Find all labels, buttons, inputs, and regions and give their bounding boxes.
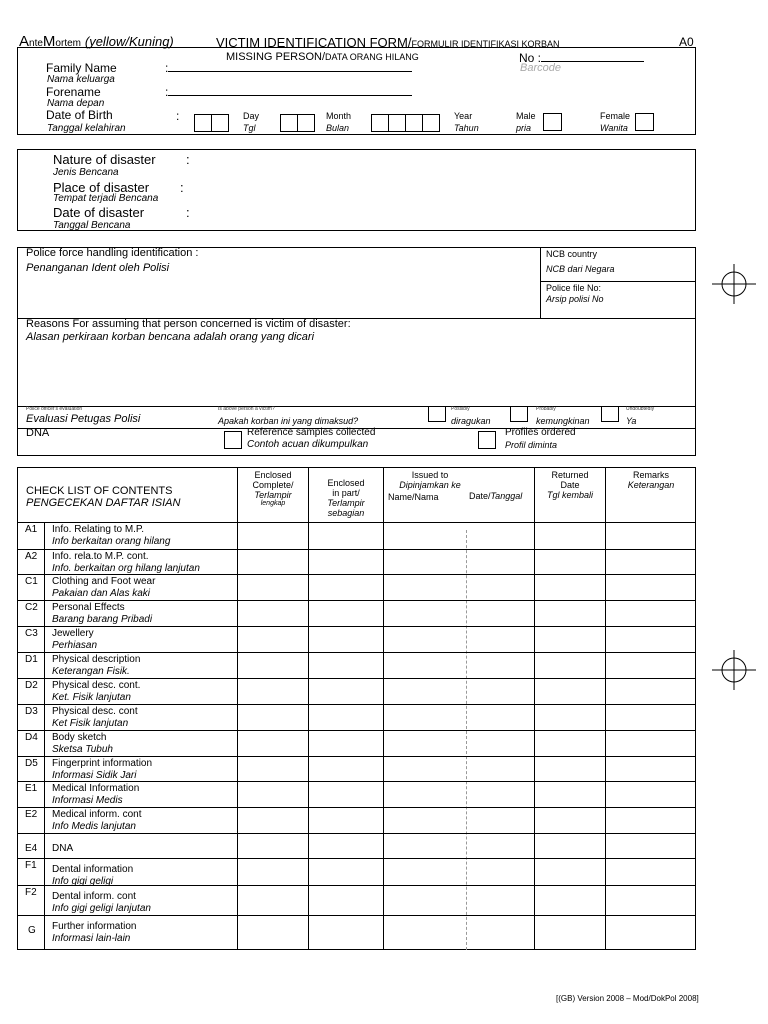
issued-date-cell[interactable] [466,549,534,574]
row-label-id: Informasi Sidik Jari [52,770,137,781]
female-checkbox[interactable] [635,113,654,131]
returned-date-cell[interactable] [534,600,605,626]
row-label-id: Informasi lain-lain [52,933,131,944]
dob-year-digit-4[interactable] [422,114,440,132]
remarks-cell[interactable] [605,833,696,858]
row-label-id: Ket. Fisik lanjutan [52,692,131,703]
issued-name-cell[interactable] [383,807,466,833]
probably-label: Probably [536,406,556,412]
row-label: Clothing and Foot wear [52,576,156,587]
enclosed-part-cell[interactable] [308,858,383,885]
possibly-label: Possibly [451,406,470,412]
row-label-id: Perhiasan [52,640,98,651]
enclosed-part-cell[interactable] [308,704,383,730]
dna-label: DNA [26,427,50,439]
version-footer: [(GB) Version 2008 – Mod/DokPol 2008] [556,994,699,1003]
issued-date-cell[interactable] [466,833,534,858]
row-label: Info. rela.to M.P. cont. [52,551,149,562]
barcode-label: Barcode [520,62,561,74]
registration-mark-icon [712,262,756,306]
row-label: Medical inform. cont [52,809,142,820]
form-subtitle: MISSING PERSON/DATA ORANG HILANG [226,51,419,63]
row-label: Further information [52,921,137,932]
possibly-label-id: diragukan [451,416,491,426]
place-colon: : [180,180,184,195]
row-label: Dental inform. cont [52,891,136,902]
police-handling-label: Police force handling identification : [26,247,199,259]
returned-date-cell[interactable] [534,574,605,600]
row-label-id: Keterangan Fisik. [52,666,130,677]
enclosed-part-cell[interactable] [308,522,383,549]
victim-question: Is above person a victim? [218,406,275,412]
enclosed-complete-cell[interactable] [237,704,308,730]
remarks-cell[interactable] [605,781,696,807]
issued-date-cell[interactable] [466,730,534,756]
row-code: D5 [25,758,38,769]
family-name-colon: : [165,61,412,75]
form-type-title: AnteMortem (yellow/Kuning) [19,33,174,50]
table-row [17,833,696,858]
remarks-cell[interactable] [605,730,696,756]
returned-date-cell[interactable] [534,915,605,950]
profiles-ordered-checkbox[interactable] [478,431,496,449]
row-label: Dental information [52,864,134,875]
table-row [17,915,696,950]
issued-date-cell[interactable] [466,781,534,807]
issued-name-cell[interactable] [383,781,466,807]
table-row [17,730,696,756]
table-row [17,858,696,885]
female-label-id: Wanita [600,123,628,133]
dob-year-digit-1[interactable] [371,114,389,132]
col-returned-header: Returned Date Tgl kembali [546,470,593,500]
remarks-cell[interactable] [605,574,696,600]
nature-of-disaster-label: Nature of disaster [53,152,156,167]
profiles-ordered-label-id: Profil diminta [505,440,558,450]
enclosed-complete-cell[interactable] [237,678,308,704]
year-label-id: Tahun [454,123,479,133]
profiles-ordered-label: Profiles ordered [505,427,576,438]
day-label-id: Tgl [243,123,256,133]
row-code: F1 [25,860,37,871]
remarks-cell[interactable] [605,652,696,678]
dob-day-digit-1[interactable] [194,114,212,132]
police-handling-label-id: Penanganan Ident oleh Polisi [26,262,170,274]
number-label: No : [519,51,644,65]
female-label: Female [600,111,631,121]
remarks-cell[interactable] [605,626,696,652]
returned-date-cell[interactable] [534,807,605,833]
remarks-cell[interactable] [605,885,696,915]
row-code: C2 [25,602,38,613]
table-row [17,574,696,600]
returned-date-cell[interactable] [534,730,605,756]
family-name-label: Family Name [46,61,117,75]
reasons-label: Reasons For assuming that person concerned is victim of disaster: [26,318,351,330]
row-code: D1 [25,654,38,665]
month-label: Month [326,111,352,121]
nature-of-disaster-label-id: Jenis Bencana [53,167,119,178]
col-enclosed-complete-header: Enclosed Complete/ Terlampir lengkap [252,470,294,507]
remarks-cell[interactable] [605,858,696,885]
returned-date-cell[interactable] [534,885,605,915]
place-of-disaster-label: Place of disaster [53,180,150,195]
issued-name-cell[interactable] [383,574,466,600]
issued-name-cell[interactable] [383,704,466,730]
place-of-disaster-label-id: Tempat terjadi Bencana [53,193,159,204]
probably-label-id: kemungkinan [536,416,590,426]
evaluation-label: Police officer's evaluation [26,406,83,412]
table-row [17,626,696,652]
male-checkbox[interactable] [543,113,562,131]
victim-question-id: Apakah korban ini yang dimaksud? [218,416,359,426]
row-label-id: Info. berkaitan org hilang lanjutan [52,563,200,574]
table-row [17,807,696,833]
table-row [17,678,696,704]
returned-date-cell[interactable] [534,522,605,549]
row-code: C1 [25,576,38,587]
reference-samples-label-id: Contoh acuan dikumpulkan [247,439,369,450]
row-label-id: Info gigi geligi [52,876,114,887]
enclosed-complete-cell[interactable] [237,522,308,549]
enclosed-part-cell[interactable] [308,600,383,626]
forename-label-id: Nama depan [47,98,105,109]
returned-date-cell[interactable] [534,704,605,730]
date-of-disaster-label-id: Tanggal Bencana [53,220,131,231]
dob-label: Date of Birth [46,108,113,122]
returned-date-cell[interactable] [534,756,605,781]
year-label: Year [454,111,473,121]
enclosed-part-cell[interactable] [308,807,383,833]
row-label-id: Info berkaitan orang hilang [52,536,171,547]
row-label: Info. Relating to M.P. [52,524,145,535]
row-label-id: Sketsa Tubuh [52,744,113,755]
issued-name-cell[interactable] [383,858,466,885]
returned-date-cell[interactable] [534,626,605,652]
issued-name-cell[interactable] [383,833,466,858]
enclosed-complete-cell[interactable] [237,756,308,781]
issued-date-cell[interactable] [466,574,534,600]
issued-date-cell[interactable] [466,885,534,915]
row-label: Personal Effects [52,602,125,613]
remarks-cell[interactable] [605,704,696,730]
issued-date-cell[interactable] [466,915,534,950]
possibly-checkbox[interactable] [428,406,446,422]
table-row [17,885,696,915]
enclosed-complete-cell[interactable] [237,858,308,885]
forename-colon: : [165,85,412,99]
definitely-checkbox[interactable] [601,406,619,422]
table-row [17,522,696,549]
row-label: Physical description [52,654,141,665]
row-label: Jewellery [52,628,94,639]
remarks-cell[interactable] [605,807,696,833]
row-label-id: Pakaian dan Alas kaki [52,588,151,599]
enclosed-complete-cell[interactable] [237,652,308,678]
col-date-header: Date/Tanggal [469,491,523,501]
table-row [17,781,696,807]
reasons-label-id: Alasan perkiraan korban bencana adalah orang yang dicari [26,331,315,343]
checklist-title-id: PENGECEKAN DAFTAR ISIAN [26,497,181,509]
issued-date-cell[interactable] [466,626,534,652]
ncb-country-label: NCB country [546,249,598,259]
enclosed-part-cell[interactable] [308,915,383,950]
reference-samples-checkbox[interactable] [224,431,242,449]
evaluation-label-id: Evaluasi Petugas Polisi [26,413,141,425]
police-file-label-id: Arsip polisi No [546,294,604,304]
row-label: DNA [52,843,74,854]
issued-date-cell[interactable] [466,756,534,781]
returned-date-cell[interactable] [534,678,605,704]
enclosed-complete-cell[interactable] [237,915,308,950]
issued-date-cell[interactable] [466,858,534,885]
forename-label: Forename [46,85,101,99]
col-remarks-header: Remarks Keterangan [627,470,675,490]
table-row [17,652,696,678]
row-code: G [28,925,36,936]
enclosed-complete-cell[interactable] [237,833,308,858]
remarks-cell[interactable] [605,756,696,781]
col-issued-header: Issued to Dipinjamkan ke [399,470,461,490]
row-label-id: Ket Fisik lanjutan [52,718,129,729]
enclosed-complete-cell[interactable] [237,885,308,915]
day-label: Day [243,111,260,121]
returned-date-cell[interactable] [534,781,605,807]
issued-name-cell[interactable] [383,915,466,950]
ncb-country-label-id: NCB dari Negara [546,264,615,274]
police-file-label: Police file No: [546,283,602,293]
row-label: Fingerprint information [52,758,153,769]
issued-name-cell[interactable] [383,600,466,626]
row-code: A2 [25,551,38,562]
male-label: Male [516,111,536,121]
issued-date-cell[interactable] [466,652,534,678]
definitely-label-id: Ya [626,416,637,426]
row-code: C3 [25,628,38,639]
row-label: Physical desc. cont. [52,680,141,691]
date-of-disaster-label: Date of disaster [53,205,145,220]
definitely-label: Undoubtedly [626,406,655,412]
month-label-id: Bulan [326,123,350,133]
row-label: Physical desc. cont [52,706,138,717]
returned-date-cell[interactable] [534,833,605,858]
issued-name-cell[interactable] [383,522,466,549]
row-code: E1 [25,783,38,794]
issued-name-cell[interactable] [383,549,466,574]
row-label-id: Info gigi geligi lanjutan [52,903,151,914]
dob-label-id: Tanggal kelahiran [47,123,126,134]
issued-name-cell[interactable] [383,652,466,678]
dob-month-digit-2[interactable] [297,114,315,132]
enclosed-complete-cell[interactable] [237,730,308,756]
enclosed-part-cell[interactable] [308,549,383,574]
row-label: Body sketch [52,732,107,743]
enclosed-complete-cell[interactable] [237,626,308,652]
row-code: A1 [25,524,38,535]
issued-date-cell[interactable] [466,704,534,730]
enclosed-part-cell[interactable] [308,756,383,781]
issued-date-cell[interactable] [466,522,534,549]
row-label: Medical Information [52,783,140,794]
dob-year-digit-3[interactable] [405,114,423,132]
enclosed-complete-cell[interactable] [237,600,308,626]
reference-samples-label: Reference samples collected [247,427,376,438]
form-color: (yellow/Kuning) [84,34,174,49]
remarks-cell[interactable] [605,549,696,574]
dob-colon: : [176,109,180,123]
enclosed-complete-cell[interactable] [237,781,308,807]
checklist-title: CHECK LIST OF CONTENTS [26,485,173,497]
col-enclosed-part-header: Enclosed in part/ Terlampir sebagian [327,478,365,518]
issued-name-cell[interactable] [383,885,466,915]
table-row [17,704,696,730]
issued-name-cell[interactable] [383,678,466,704]
issued-name-cell[interactable] [383,756,466,781]
male-label-id: pria [516,123,532,133]
table-row [17,756,696,781]
table-row [17,600,696,626]
enclosed-complete-cell[interactable] [237,807,308,833]
enclosed-part-cell[interactable] [308,652,383,678]
dob-year-digit-2[interactable] [388,114,406,132]
enclosed-complete-cell[interactable] [237,549,308,574]
issued-date-cell[interactable] [466,678,534,704]
row-code: D3 [25,706,38,717]
issued-name-cell[interactable] [383,730,466,756]
registration-mark-icon [712,648,756,692]
enclosed-part-cell[interactable] [308,574,383,600]
forename-field[interactable] [168,86,412,96]
enclosed-part-cell[interactable] [308,885,383,915]
dob-day-digit-2[interactable] [211,114,229,132]
returned-date-cell[interactable] [534,652,605,678]
returned-date-cell[interactable] [534,858,605,885]
row-code: E2 [25,809,38,820]
issued-name-cell[interactable] [383,626,466,652]
remarks-cell[interactable] [605,678,696,704]
enclosed-part-cell[interactable] [308,781,383,807]
dob-month-digit-1[interactable] [280,114,298,132]
row-label-id: Info Medis lanjutan [52,821,136,832]
row-label-id: Informasi Medis [52,795,123,806]
enclosed-part-cell[interactable] [308,730,383,756]
date-colon: : [186,205,190,220]
table-row [17,549,696,574]
nature-colon: : [186,152,190,167]
form-title: VICTIM IDENTIFICATION FORM/FORMULIR IDENTIFIKASI KORBAN [216,35,560,50]
remarks-cell[interactable] [605,915,696,950]
family-name-field[interactable] [168,62,412,72]
row-label-id: Barang barang Pribadi [52,614,153,625]
row-code: E4 [25,843,38,854]
form-code: A0 [679,35,694,49]
row-code: D2 [25,680,38,691]
col-name-header: Name/Nama [388,492,439,502]
issued-date-cell[interactable] [466,600,534,626]
row-code: F2 [25,887,37,898]
remarks-cell[interactable] [605,522,696,549]
enclosed-part-cell[interactable] [308,678,383,704]
returned-date-cell[interactable] [534,549,605,574]
enclosed-part-cell[interactable] [308,626,383,652]
family-name-label-id: Nama keluarga [47,74,115,85]
enclosed-complete-cell[interactable] [237,574,308,600]
enclosed-part-cell[interactable] [308,833,383,858]
remarks-cell[interactable] [605,600,696,626]
issued-date-cell[interactable] [466,807,534,833]
probably-checkbox[interactable] [510,406,528,422]
row-code: D4 [25,732,38,743]
